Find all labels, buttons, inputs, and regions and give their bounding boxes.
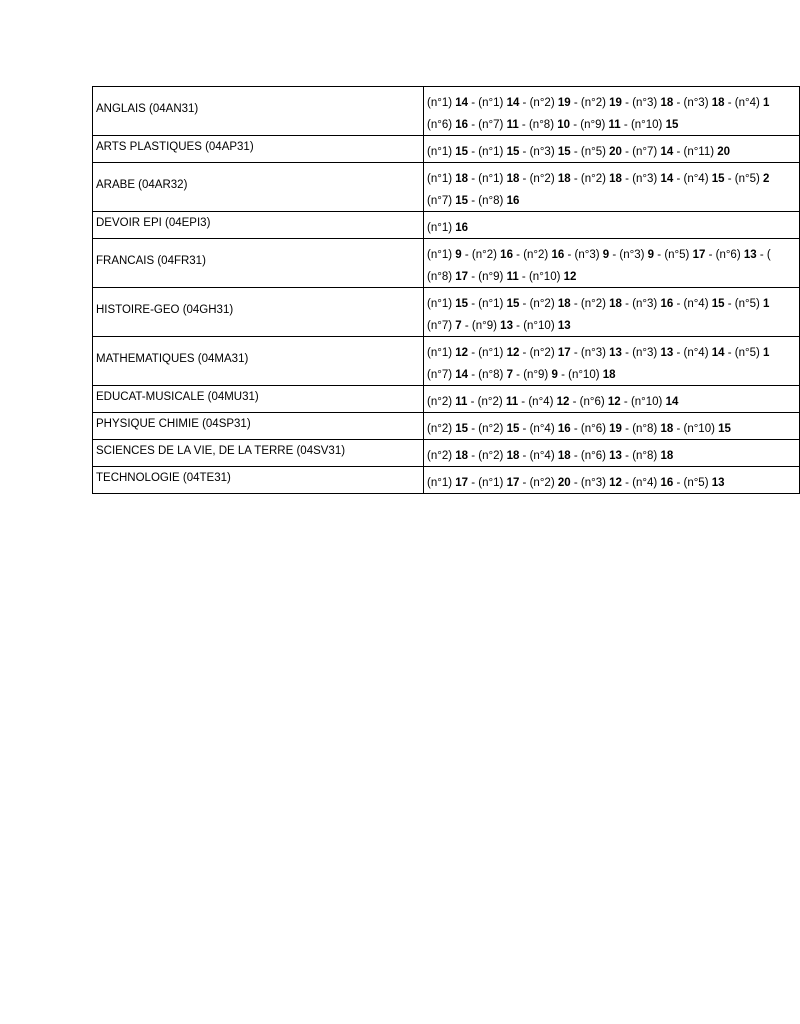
grade-value: 10 xyxy=(557,119,571,131)
subject-label: HISTOIRE-GEO (04GH31) xyxy=(96,304,234,316)
grade-number-label: (n°4) xyxy=(734,97,760,109)
grade-value: 13 xyxy=(660,347,674,359)
grade-number-label: (n°2) xyxy=(427,396,453,408)
grade-number-label: (n°4) xyxy=(683,347,709,359)
grade-line: (n°7) 7 - (n°9) 13 - (n°10) 13 xyxy=(427,320,571,332)
grade-number-label: (n°4) xyxy=(529,423,555,435)
table-row xyxy=(93,163,800,212)
grade-number-label: (n°10) xyxy=(568,369,600,381)
grade-line: (n°1) 15 - (n°1) 15 - (n°3) 15 - (n°5) 20 - (n°7) 14 - (n°11) 20 xyxy=(427,146,731,158)
grades-cell xyxy=(424,288,800,337)
grade-number-label: (n°4) xyxy=(683,173,709,185)
grade-number-label: (n°1) xyxy=(427,222,453,234)
subject-cell xyxy=(93,87,424,136)
grade-number-label: (n°3) xyxy=(619,249,645,261)
grade-number-label: (n°2) xyxy=(529,477,555,489)
grade-number-label: (n°7) xyxy=(632,146,658,158)
grade-number-label: (n°10) xyxy=(630,396,663,408)
grade-value: 1 xyxy=(763,97,770,109)
subject-label: MATHEMATIQUES (04MA31) xyxy=(96,353,249,365)
subject-label: ARTS PLASTIQUES (04AP31) xyxy=(96,141,254,153)
grade-value: 15 xyxy=(455,195,469,207)
grade-number-label: (n°10) xyxy=(528,271,561,283)
grade-number-label: (n°5) xyxy=(580,146,606,158)
grade-number-label: (n°2) xyxy=(427,450,453,462)
grade-number-label: (n°6) xyxy=(580,450,606,462)
grade-value: 18 xyxy=(557,298,571,310)
grade-number-label: (n°8) xyxy=(528,119,555,131)
grade-value: 17 xyxy=(506,477,520,489)
subject-cell xyxy=(93,440,424,467)
grade-value: 17 xyxy=(455,477,469,489)
grade-value: 15 xyxy=(455,146,469,158)
grade-number-label: (n°5) xyxy=(734,347,760,359)
subject-cell xyxy=(93,212,424,239)
subject-cell xyxy=(93,288,424,337)
grade-value: 11 xyxy=(506,119,519,131)
grade-line: (n°1) 12 - (n°1) 12 - (n°2) 17 - (n°3) 13 - (n°3) 13 - (n°4) 14 - (n°5) 1 xyxy=(427,347,770,359)
grade-value: 14 xyxy=(660,173,674,185)
grade-line: (n°1) 17 - (n°1) 17 - (n°2) 20 - (n°3) 12 - (n°4) 16 - (n°5) 13 xyxy=(427,477,725,489)
grade-value: 14 xyxy=(660,146,674,158)
grade-number-label: (n°4) xyxy=(632,477,658,489)
grade-number-label: (n°2) xyxy=(580,173,606,185)
grade-number-label: (n°1) xyxy=(427,298,453,310)
grade-number-label: (n°5) xyxy=(664,249,690,261)
grade-value: 18 xyxy=(660,423,674,435)
grade-value: 19 xyxy=(609,97,622,109)
grade-value: 9 xyxy=(455,249,462,261)
grade-value: 15 xyxy=(718,423,731,435)
grade-number-label: (n°3) xyxy=(632,173,658,185)
grade-number-label: (n°3) xyxy=(580,477,606,489)
grade-number-label: (n°2) xyxy=(478,423,504,435)
grade-value: 9 xyxy=(647,249,655,261)
grade-number-label: (n°9) xyxy=(471,320,497,332)
grade-number-label: (n°6) xyxy=(580,423,606,435)
grade-number-label: (n°1) xyxy=(478,347,504,359)
grade-value: 7 xyxy=(455,320,462,332)
grades-cell xyxy=(424,337,800,386)
grade-value: 20 xyxy=(717,146,731,158)
grade-value: 14 xyxy=(455,97,469,109)
grades-cell xyxy=(424,87,800,136)
grade-number-label: (n°8) xyxy=(427,271,453,283)
grade-number-label: (n°1) xyxy=(478,477,504,489)
grade-number-label: (n°1) xyxy=(427,173,453,185)
grades-cell xyxy=(424,163,800,212)
subject-cell xyxy=(93,386,424,413)
grade-value: 14 xyxy=(711,347,725,359)
grade-value: 13 xyxy=(609,347,622,359)
grade-number-label: (n°8) xyxy=(478,195,504,207)
grade-value: 16 xyxy=(557,423,571,435)
subject-cell xyxy=(93,337,424,386)
grade-number-label: (n°6) xyxy=(715,249,741,261)
grade-number-label: (n°2) xyxy=(477,396,503,408)
grade-line: (n°2) 15 - (n°2) 15 - (n°4) 16 - (n°6) 19 - (n°8) 18 - (n°10) 15 xyxy=(427,423,731,435)
grade-value: 9 xyxy=(551,369,558,381)
grade-value: 12 xyxy=(506,347,520,359)
subject-cell xyxy=(93,467,424,494)
grade-value: 12 xyxy=(609,477,622,489)
grade-value: 13 xyxy=(557,320,571,332)
grade-number-label: (n°7) xyxy=(427,320,453,332)
grade-value: 16 xyxy=(506,195,520,207)
grade-number-label: (n°4) xyxy=(683,298,709,310)
grade-line: (n°7) 15 - (n°8) 16 xyxy=(427,195,520,207)
grade-value: 16 xyxy=(500,249,513,261)
grade-number-label: (n°10) xyxy=(523,320,555,332)
grade-number-label: (n°1) xyxy=(478,97,504,109)
grade-number-label: (n°8) xyxy=(632,450,658,462)
grade-number-label: (n°9) xyxy=(580,119,606,131)
subject-cell xyxy=(93,163,424,212)
grades-cell xyxy=(424,212,800,239)
grade-number-label: (n°3) xyxy=(683,97,709,109)
grade-value: 18 xyxy=(711,97,725,109)
grade-number-label: (n°3) xyxy=(632,298,658,310)
grade-number-label: (n°10) xyxy=(630,119,663,131)
grade-value: 13 xyxy=(609,450,622,462)
grade-number-label: (n°1) xyxy=(427,249,453,261)
grade-value: 11 xyxy=(505,396,519,408)
grades-cell xyxy=(424,136,800,163)
grade-number-label: (n°9) xyxy=(478,271,504,283)
grade-value: 12 xyxy=(556,396,570,408)
table-row xyxy=(93,239,800,288)
grade-value: 15 xyxy=(506,146,520,158)
grade-number-label: (n°2) xyxy=(471,249,497,261)
grade-value: 14 xyxy=(506,97,520,109)
grade-number-label: (n°2) xyxy=(529,97,555,109)
grade-value: 14 xyxy=(665,396,679,408)
grade-value: 15 xyxy=(711,298,725,310)
grade-value: 1 xyxy=(763,347,770,359)
grade-number-label: (n°2) xyxy=(580,298,606,310)
grade-value: 11 xyxy=(506,271,519,283)
grade-number-label: (n°4) xyxy=(528,396,554,408)
subject-label: SCIENCES DE LA VIE, DE LA TERRE (04SV31) xyxy=(96,445,346,457)
subject-cell xyxy=(93,239,424,288)
grade-number-label: (n°2) xyxy=(427,423,453,435)
grade-number-label: (n°1) xyxy=(478,298,504,310)
grade-number-label: (n°6) xyxy=(579,396,605,408)
subject-cell xyxy=(93,413,424,440)
grade-value: 18 xyxy=(660,450,674,462)
subject-label: TECHNOLOGIE (04TE31) xyxy=(96,472,231,484)
subject-label: ANGLAIS (04AN31) xyxy=(96,103,199,115)
grade-value: 17 xyxy=(692,249,706,261)
grade-value: 15 xyxy=(455,298,469,310)
grade-number-label: (n°5) xyxy=(683,477,709,489)
grade-number-label: (n°4) xyxy=(529,450,555,462)
grade-value: 16 xyxy=(660,298,674,310)
grade-number-label: (n°2) xyxy=(523,249,549,261)
grade-number-label: (n°9) xyxy=(523,369,549,381)
grade-value: 20 xyxy=(557,477,571,489)
grade-number-label: (n°3) xyxy=(529,146,555,158)
grade-line: (n°2) 18 - (n°2) 18 - (n°4) 18 - (n°6) 13 - (n°8) 18 xyxy=(427,450,674,462)
subject-label: PHYSIQUE CHIMIE (04SP31) xyxy=(96,418,251,430)
grade-number-label: (n°7) xyxy=(478,119,504,131)
subject-label: FRANCAIS (04FR31) xyxy=(96,255,206,267)
grade-value: 13 xyxy=(500,320,513,332)
subject-label: DEVOIR EPI (04EPI3) xyxy=(96,217,211,229)
grades-table xyxy=(92,86,800,494)
grade-number-label: (n°1) xyxy=(427,146,453,158)
table-row xyxy=(93,87,800,136)
grade-number-label: ( xyxy=(766,249,771,261)
grade-value: 18 xyxy=(660,97,674,109)
grade-number-label: (n°8) xyxy=(632,423,658,435)
grade-value: 18 xyxy=(557,173,571,185)
table-row xyxy=(93,136,800,163)
grade-number-label: (n°1) xyxy=(478,173,504,185)
grade-number-label: (n°1) xyxy=(478,146,504,158)
grade-number-label: (n°10) xyxy=(683,423,715,435)
grade-number-label: (n°2) xyxy=(478,450,504,462)
grade-line xyxy=(427,216,799,238)
grade-line: (n°8) 17 - (n°9) 11 - (n°10) 12 xyxy=(427,271,577,283)
grade-line: (n°1) 18 - (n°1) 18 - (n°2) 18 - (n°2) 18 - (n°3) 14 - (n°4) 15 - (n°5) 2 xyxy=(427,173,770,185)
subject-label: ARABE (04AR32) xyxy=(96,179,188,191)
grade-number-label: (n°11) xyxy=(683,146,715,158)
grade-value: 11 xyxy=(455,396,468,408)
grade-value: 15 xyxy=(506,423,520,435)
grade-number-label: (n°3) xyxy=(632,347,658,359)
grade-number-label: (n°2) xyxy=(580,97,606,109)
grade-value: 18 xyxy=(455,450,469,462)
grade-number-label: (n°5) xyxy=(734,173,760,185)
table-row xyxy=(93,413,800,440)
grade-number-label: (n°3) xyxy=(632,97,658,109)
grade-value: 17 xyxy=(557,347,571,359)
grade-line: (n°1) 15 - (n°1) 15 - (n°2) 18 - (n°2) 18 - (n°3) 16 - (n°4) 15 - (n°5) 1 xyxy=(427,298,770,310)
grade-value: 2 xyxy=(763,173,770,185)
grade-number-label: (n°5) xyxy=(734,298,760,310)
table-row xyxy=(93,440,800,467)
grade-number-label: (n°8) xyxy=(478,369,504,381)
grades-table-body xyxy=(93,87,800,494)
grades-cell xyxy=(424,467,800,494)
table-row xyxy=(93,467,800,494)
grade-value: 18 xyxy=(506,450,520,462)
grade-value: 20 xyxy=(609,146,622,158)
grade-value: 13 xyxy=(711,477,725,489)
grade-value: 15 xyxy=(455,423,469,435)
grade-line: (n°7) 14 - (n°8) 7 - (n°9) 9 - (n°10) 18 xyxy=(427,369,616,381)
grade-value: 15 xyxy=(506,298,520,310)
grade-value: 18 xyxy=(602,369,616,381)
grade-line: (n°1) 14 - (n°1) 14 - (n°2) 19 - (n°2) 19 - (n°3) 18 - (n°3) 18 - (n°4) 1 xyxy=(427,97,770,109)
grade-value: 18 xyxy=(609,298,622,310)
grade-value: 16 xyxy=(660,477,674,489)
grade-value: 19 xyxy=(609,423,622,435)
grade-value: 15 xyxy=(557,146,571,158)
grade-value: 12 xyxy=(455,347,469,359)
grade-value: 7 xyxy=(506,369,513,381)
grade-value: 15 xyxy=(711,173,725,185)
grades-cell xyxy=(424,440,800,467)
grade-value: 18 xyxy=(557,450,571,462)
grade-value: 9 xyxy=(602,249,610,261)
table-row xyxy=(93,212,800,239)
grade-value: 12 xyxy=(607,396,621,408)
grade-number-label: (n°7) xyxy=(427,195,453,207)
grade-number-label: (n°1) xyxy=(427,347,453,359)
grade-value: 12 xyxy=(563,271,577,283)
grade-value: 18 xyxy=(506,173,520,185)
grade-number-label: (n°1) xyxy=(427,477,453,489)
subject-label: EDUCAT-MUSICALE (04MU31) xyxy=(96,391,259,403)
grade-value: 13 xyxy=(743,249,757,261)
grades-cell xyxy=(424,386,800,413)
grade-value: 16 xyxy=(455,119,469,131)
grade-value: 15 xyxy=(665,119,679,131)
grades-cell xyxy=(424,413,800,440)
grade-value: 14 xyxy=(455,369,469,381)
grade-value: 18 xyxy=(609,173,622,185)
grade-number-label: (n°6) xyxy=(427,119,453,131)
grade-number-label: (n°3) xyxy=(574,249,600,261)
grade-line: (n°2) 11 - (n°2) 11 - (n°4) 12 - (n°6) 12 - (n°10) 14 xyxy=(427,396,679,408)
grade-value: 17 xyxy=(455,271,469,283)
grade-line: (n°1) 9 - (n°2) 16 - (n°2) 16 - (n°3) 9 - (n°3) 9 - (n°5) 17 - (n°6) 13 - ( xyxy=(427,249,771,261)
grade-value: 19 xyxy=(557,97,571,109)
grade-number-label: (n°2) xyxy=(529,173,555,185)
subject-cell xyxy=(93,136,424,163)
table-row xyxy=(93,337,800,386)
grade-number-label: (n°2) xyxy=(529,298,555,310)
grades-cell xyxy=(424,239,800,288)
grade-number-label: (n°3) xyxy=(580,347,606,359)
table-row xyxy=(93,288,800,337)
grade-line: (n°6) 16 - (n°7) 11 - (n°8) 10 - (n°9) 11 - (n°10) 15 xyxy=(427,119,679,131)
grade-value: 18 xyxy=(455,173,469,185)
grade-number-label: (n°7) xyxy=(427,369,453,381)
grade-value: 16 xyxy=(455,222,469,234)
grade-value: 1 xyxy=(763,298,770,310)
table-row xyxy=(93,386,800,413)
grade-number-label: (n°1) xyxy=(427,97,453,109)
grade-value: 16 xyxy=(551,249,565,261)
grade-value: 11 xyxy=(608,119,621,131)
grade-number-label: (n°2) xyxy=(529,347,555,359)
